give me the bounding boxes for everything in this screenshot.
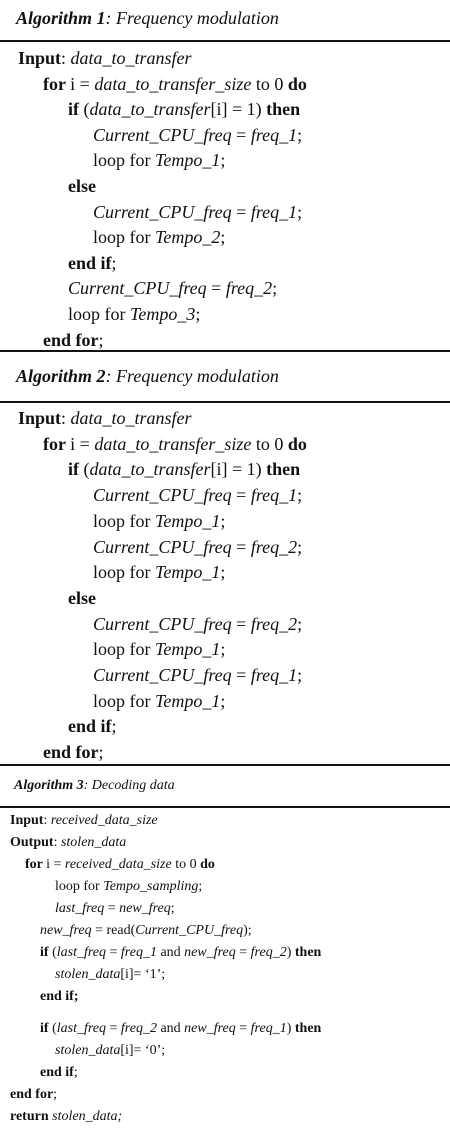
identifier: Tempo_sampling	[103, 879, 199, 894]
code-line	[68, 278, 277, 299]
identifier: last_freq	[56, 1021, 106, 1036]
code-text: and	[156, 945, 185, 960]
code-line	[43, 330, 104, 351]
code-text: loop for	[93, 690, 155, 711]
code-text: =	[231, 536, 251, 557]
keyword: Output	[10, 835, 54, 850]
code-text: =	[231, 613, 251, 634]
code-text: and	[156, 1021, 185, 1036]
identifier: new_freq	[184, 945, 236, 960]
identifier: new_freq	[40, 923, 92, 938]
code-text: )	[286, 945, 295, 960]
identifier: Current_CPU_freq	[93, 485, 232, 506]
code-text: loop for	[68, 304, 130, 324]
identifier: last_freq	[55, 901, 105, 916]
algorithm-label: Algorithm	[14, 778, 74, 793]
code-text: i =	[70, 433, 95, 454]
algorithm-name: : Decoding data	[83, 778, 175, 793]
keyword: end for	[43, 742, 99, 763]
keyword: then	[294, 1021, 322, 1036]
code-line	[10, 813, 158, 829]
algorithm-2-title	[16, 366, 279, 387]
code-text: )	[286, 1021, 295, 1036]
code-text: =	[106, 945, 121, 960]
code-text: =	[206, 278, 226, 299]
keyword: end if	[68, 716, 112, 737]
code-line	[40, 923, 252, 939]
code-text: ;	[98, 742, 104, 763]
code-line	[68, 304, 200, 325]
code-text: to 0	[251, 73, 288, 94]
algorithm-3-title	[14, 778, 175, 794]
code-line	[10, 1087, 57, 1103]
code-text: (	[52, 1021, 57, 1036]
identifier: data_to_transfer	[89, 459, 211, 480]
identifier: last_freq	[56, 945, 106, 960]
code-text: to 0	[251, 433, 288, 454]
identifier: new_freq	[119, 901, 171, 916]
code-text: =	[104, 901, 120, 916]
code-text: ;	[220, 690, 226, 711]
identifier: data_to_transfer	[70, 408, 192, 428]
code-text: [i]= ‘1’;	[120, 967, 166, 982]
code-text: =	[106, 1021, 121, 1036]
identifier: freq_1	[250, 201, 298, 222]
top-rule	[0, 401, 450, 403]
top-rule	[0, 40, 450, 42]
code-text: (	[83, 459, 90, 480]
code-line	[93, 511, 225, 532]
code-text: ;	[220, 227, 226, 248]
code-text: ;	[297, 536, 303, 557]
code-text: ;	[297, 201, 303, 222]
keyword: Input	[18, 48, 62, 68]
code-line	[40, 1065, 78, 1081]
identifier: stolen_data;	[52, 1109, 123, 1124]
algorithm-name: : Frequency modulation	[105, 8, 279, 28]
identifier: Current_CPU_freq	[68, 278, 207, 299]
code-line	[10, 835, 126, 851]
code-text: ;	[98, 329, 104, 350]
code-text: :	[61, 48, 71, 68]
identifier: freq_1	[250, 124, 298, 145]
code-text: :	[61, 408, 71, 428]
identifier: freq_2	[120, 1021, 157, 1036]
code-line	[68, 253, 117, 274]
code-line	[93, 227, 225, 248]
identifier: Tempo_3	[130, 304, 196, 324]
identifier: stolen_data	[55, 967, 121, 982]
code-line	[93, 665, 302, 686]
identifier: Current_CPU_freq	[93, 665, 232, 685]
identifier: Tempo_1	[155, 639, 221, 660]
keyword: end if	[68, 252, 112, 273]
keyword: end if	[40, 1065, 74, 1080]
code-line	[68, 588, 96, 609]
code-text: [i] = 1)	[210, 459, 267, 480]
identifier: freq_1	[250, 485, 298, 506]
code-line	[43, 742, 104, 763]
bottom-rule	[0, 350, 450, 352]
code-text: =	[235, 945, 251, 960]
algorithm-label: Algorithm	[16, 366, 93, 386]
identifier: Current_CPU_freq	[93, 536, 232, 557]
code-text: );	[243, 923, 252, 938]
code-text: i =	[46, 857, 65, 872]
keyword: do	[287, 73, 307, 94]
algorithm-1-title	[16, 8, 279, 29]
code-line	[40, 989, 79, 1005]
keyword: then	[266, 99, 301, 120]
identifier: freq_1	[120, 945, 157, 960]
code-text: (	[83, 99, 90, 120]
algorithm-name: : Frequency modulation	[105, 366, 279, 386]
code-line	[93, 691, 225, 712]
code-text: ;	[272, 278, 278, 299]
keyword: Input	[10, 813, 44, 828]
keyword: for	[43, 433, 71, 454]
keyword: if	[40, 1021, 53, 1036]
identifier: data_to_transfer_size	[94, 73, 252, 94]
code-text: ;	[170, 901, 175, 916]
code-text: =	[231, 201, 251, 222]
keyword: if	[40, 945, 53, 960]
code-line	[93, 202, 302, 223]
algorithm-number: 1	[92, 8, 106, 28]
keyword: if	[68, 459, 84, 480]
code-text: ;	[111, 252, 117, 273]
code-line	[68, 716, 117, 737]
identifier: freq_1	[250, 1021, 287, 1036]
code-line	[40, 945, 321, 961]
identifier: freq_2	[250, 945, 287, 960]
code-text: ;	[220, 150, 226, 171]
code-text: :	[53, 835, 61, 850]
identifier: Tempo_1	[155, 510, 221, 531]
code-line	[68, 459, 300, 480]
identifier: new_freq	[184, 1021, 236, 1036]
code-text: ;	[195, 304, 201, 324]
code-line	[68, 176, 96, 197]
code-text: [i] = 1)	[210, 99, 267, 120]
code-text: loop for	[55, 879, 104, 894]
code-text: ;	[111, 716, 117, 737]
identifier: received_data_size	[64, 857, 172, 872]
algorithm-label: Algorithm	[16, 8, 93, 28]
identifier: freq_2	[250, 536, 298, 557]
code-line	[10, 1109, 122, 1125]
code-line	[18, 48, 192, 69]
identifier: Tempo_1	[155, 690, 221, 711]
code-text: ;	[220, 562, 226, 583]
keyword: else	[68, 176, 96, 196]
code-text: loop for	[93, 639, 155, 660]
code-line	[93, 125, 302, 146]
keyword: else	[68, 587, 96, 608]
code-line	[55, 967, 165, 983]
top-rule	[0, 806, 450, 808]
code-text: :	[43, 813, 51, 828]
code-text: ;	[297, 485, 303, 506]
identifier: Current_CPU_freq	[93, 124, 232, 145]
identifier: freq_2	[225, 278, 273, 299]
identifier: freq_1	[250, 665, 298, 685]
code-text: loop for	[93, 227, 155, 248]
identifier: stolen_data	[60, 835, 127, 850]
code-text: ;	[220, 510, 226, 531]
keyword: then	[294, 945, 322, 960]
identifier: Tempo_1	[155, 562, 221, 583]
code-line	[40, 1021, 321, 1037]
code-text: (	[52, 945, 57, 960]
code-text: ;	[198, 879, 203, 894]
code-line	[55, 901, 175, 917]
code-text: loop for	[93, 150, 155, 171]
code-line	[55, 879, 202, 895]
code-text: =	[231, 665, 251, 685]
code-text: to 0	[171, 857, 201, 872]
code-text: ;	[73, 1065, 78, 1080]
code-text: ;	[53, 1087, 58, 1102]
code-text: ;	[297, 613, 303, 634]
keyword: for	[25, 857, 47, 872]
algorithm-number: 2	[92, 366, 106, 386]
code-line	[68, 99, 300, 120]
keyword: end for	[43, 329, 99, 350]
identifier: stolen_data	[55, 1043, 121, 1058]
identifier: Current_CPU_freq	[93, 201, 232, 222]
identifier: data_to_transfer	[70, 48, 192, 68]
code-line	[93, 639, 225, 660]
code-text: loop for	[93, 510, 155, 531]
code-line	[43, 434, 307, 455]
keyword: for	[43, 73, 71, 94]
keyword: Input	[18, 408, 62, 428]
keyword: if	[68, 99, 84, 120]
algorithm-number: 3	[73, 778, 84, 793]
identifier: Current_CPU_freq	[93, 613, 232, 634]
identifier: data_to_transfer_size	[94, 433, 252, 454]
keyword: do	[200, 857, 215, 872]
code-text: ;	[220, 639, 226, 660]
identifier: Tempo_1	[155, 150, 221, 171]
code-text: ;	[297, 124, 303, 145]
bottom-rule	[0, 764, 450, 766]
identifier: Tempo_2	[155, 227, 221, 248]
code-line	[93, 562, 225, 583]
code-line	[43, 74, 307, 95]
code-line	[93, 537, 302, 558]
code-text: [i]= ‘0’;	[120, 1043, 166, 1058]
code-line	[93, 485, 302, 506]
code-text: loop for	[93, 562, 155, 583]
code-text: i =	[70, 73, 95, 94]
code-line	[18, 408, 192, 429]
code-text: = read(	[91, 923, 136, 938]
identifier: received_data_size	[50, 813, 158, 828]
keyword: end for	[10, 1087, 54, 1102]
keyword: then	[266, 459, 301, 480]
keyword: do	[287, 433, 307, 454]
code-line	[55, 1043, 165, 1059]
keyword: end if;	[40, 989, 79, 1004]
identifier: Current_CPU_freq	[135, 923, 244, 938]
code-text: =	[231, 485, 251, 506]
keyword: return	[10, 1109, 53, 1124]
code-text: =	[231, 124, 251, 145]
code-line	[93, 150, 225, 171]
code-line	[25, 857, 215, 873]
identifier: data_to_transfer	[89, 99, 211, 120]
identifier: freq_2	[250, 613, 298, 634]
code-text: ;	[297, 665, 303, 685]
code-line	[93, 614, 302, 635]
code-text: =	[235, 1021, 251, 1036]
